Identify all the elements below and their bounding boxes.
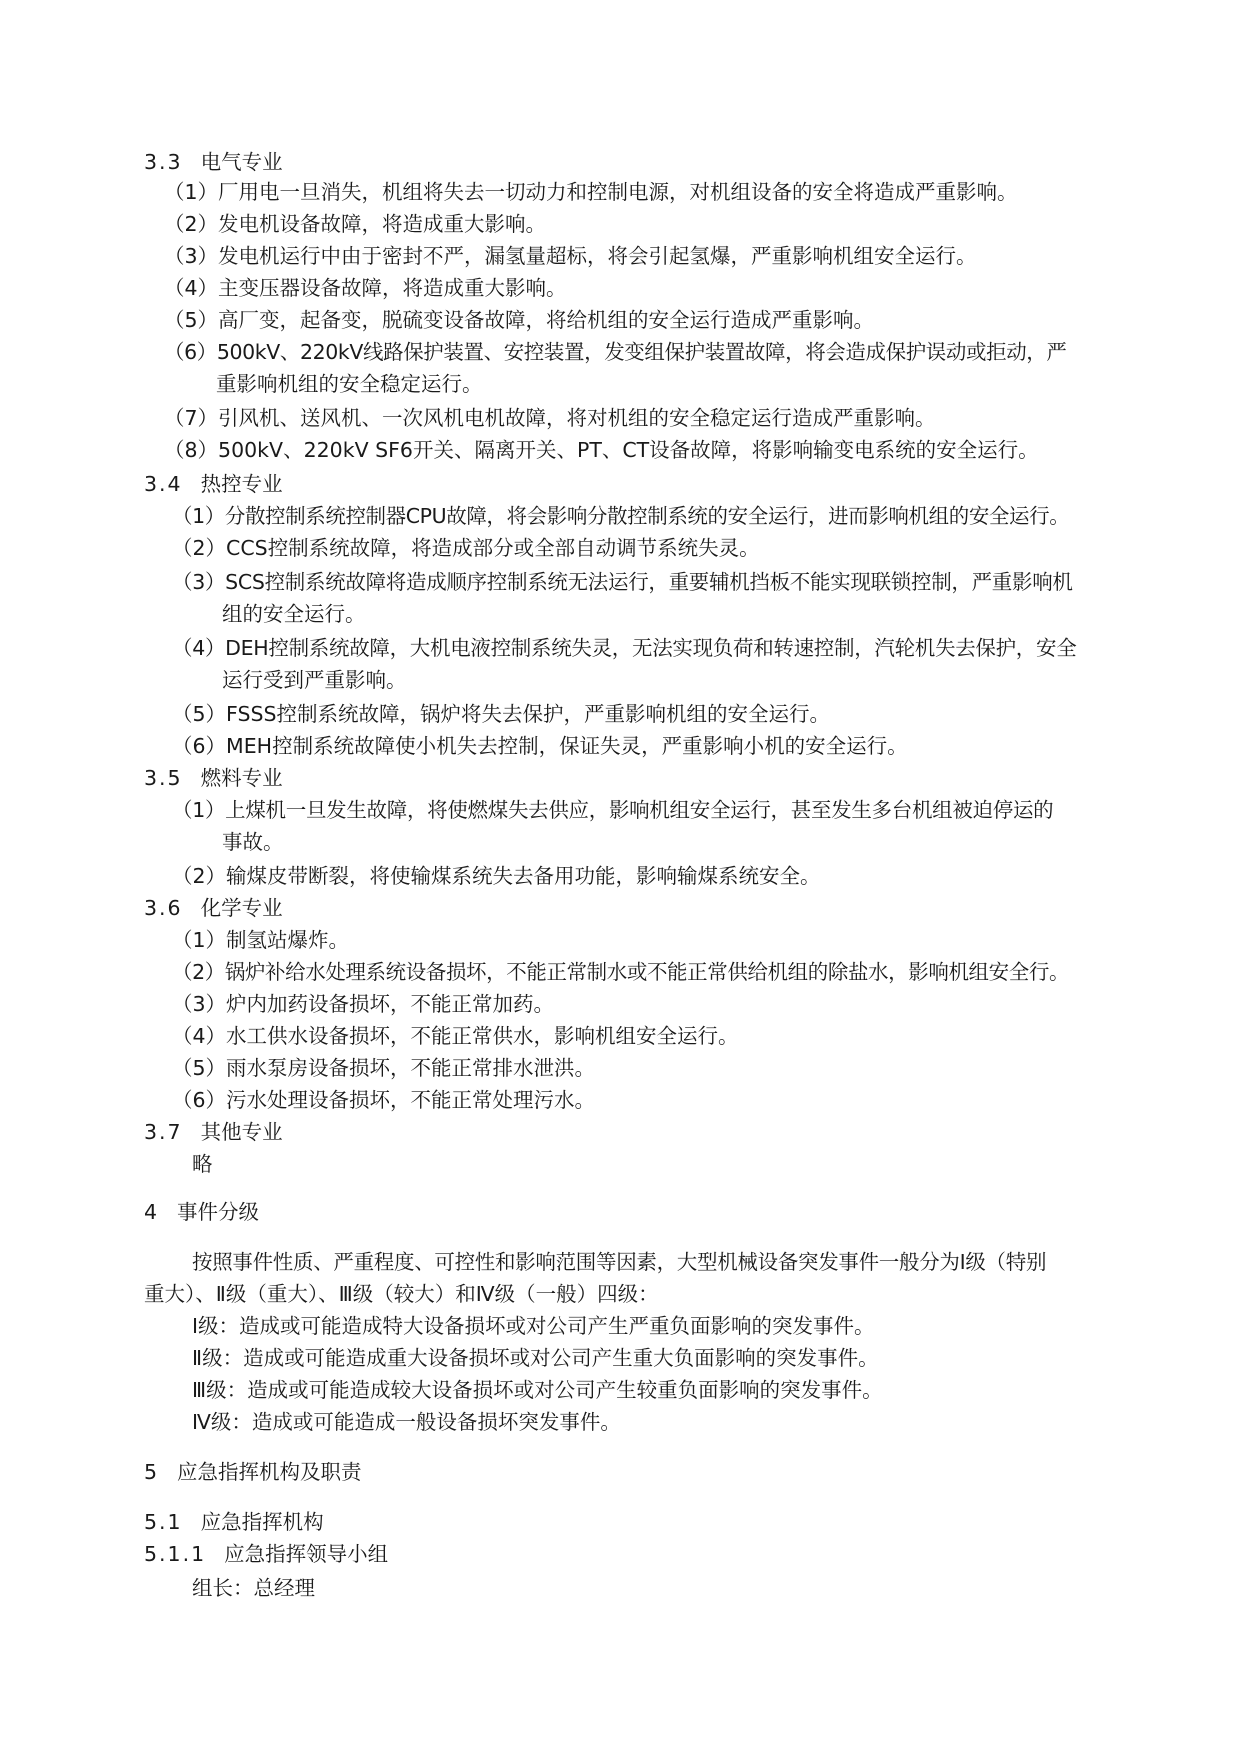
item-text: 输煤皮带断裂，将使输煤系统失去备用功能，影响输煤系统安全。	[226, 864, 821, 888]
section-body: 组长：总经理	[192, 1576, 315, 1600]
section-body: 略	[192, 1152, 213, 1176]
list-item	[172, 1024, 739, 1048]
item-text: 500kV、220kV线路保护装置、安控装置，发变组保护装置故障，将会造成保护误动或拒动，严	[216, 340, 1067, 364]
item-label: （4）	[172, 1024, 227, 1048]
item-label: （6）	[172, 1088, 227, 1112]
list-item	[164, 438, 1039, 462]
item-text: DEH控制系统故障，大机电液控制系统失灵，无法实现负荷和转速控制，汽轮机失去保护，安全	[225, 636, 1077, 660]
item-text: 雨水泵房设备损坏，不能正常排水泄洪。	[226, 1056, 596, 1080]
list-item-continuation: 重影响机组的安全稳定运行。	[216, 372, 483, 396]
item-text: 高厂变，起备变，脱硫变设备故障，将给机组的安全运行造成严重影响。	[218, 308, 875, 332]
item-label: （3）	[164, 244, 219, 268]
item-text: 500kV、220kV SF6开关、隔离开关、PT、CT设备故障，将影响输变电系统的安全运行。	[218, 438, 1039, 462]
item-text: 发电机运行中由于密封不严，漏氢量超标，将会引起氢爆，严重影响机组安全运行。	[218, 244, 977, 268]
section-title: 化学专业	[200, 896, 283, 920]
level-item: Ⅲ级：造成或可能造成较大设备损坏或对公司产生较重负面影响的突发事件。	[192, 1378, 883, 1402]
list-item	[172, 734, 908, 758]
item-label: （1）	[172, 504, 225, 528]
list-item	[172, 570, 1073, 594]
list-item	[172, 798, 1053, 822]
item-text: 水工供水设备损坏，不能正常供水，影响机组安全运行。	[226, 1024, 739, 1048]
item-text: 主变压器设备故障，将造成重大影响。	[218, 276, 567, 300]
section-number: 5	[144, 1460, 160, 1484]
section-heading-3-7	[144, 1120, 283, 1144]
list-item	[164, 340, 1067, 364]
section-number: 3.6	[144, 896, 183, 920]
section-heading-3-6	[144, 896, 283, 920]
list-item	[164, 180, 1018, 204]
list-item	[164, 244, 977, 268]
section-number: 3.7	[144, 1120, 183, 1144]
item-label: （1）	[172, 928, 227, 952]
item-text: 分散控制系统控制器CPU故障，将会影响分散控制系统的安全运行，进而影响机组的安全运行。	[224, 504, 1070, 528]
item-label: （3）	[172, 992, 227, 1016]
level-item: Ⅰ级：造成或可能造成特大设备损坏或对公司产生严重负面影响的突发事件。	[192, 1314, 875, 1338]
section-number: 3.5	[144, 766, 183, 790]
section-title: 事件分级	[177, 1200, 260, 1224]
level-item: Ⅱ级：造成或可能造成重大设备损坏或对公司产生重大负面影响的突发事件。	[192, 1346, 879, 1370]
item-label: （2）	[172, 536, 227, 560]
item-text: 引风机、送风机、一次风机电机故障，将对机组的安全稳定运行造成严重影响。	[218, 406, 936, 430]
section-number: 3.3	[144, 150, 183, 174]
item-label: （1）	[172, 798, 226, 822]
list-item	[164, 308, 874, 332]
list-item-continuation: 事故。	[222, 830, 284, 854]
section-title: 燃料专业	[200, 766, 283, 790]
item-text: FSSS控制系统故障，锅炉将失去保护，严重影响机组的安全运行。	[226, 702, 831, 726]
section-number: 5.1.1	[144, 1542, 207, 1566]
section-title: 其他专业	[200, 1120, 283, 1144]
section-heading-3-4	[144, 472, 283, 496]
item-label: （8）	[164, 438, 219, 462]
section-heading-3-5	[144, 766, 283, 790]
section-title: 应急指挥机构	[200, 1510, 324, 1534]
item-text: 炉内加药设备损坏，不能正常加药。	[226, 992, 555, 1016]
item-text: SCS控制系统故障将造成顺序控制系统无法运行，重要辅机挡板不能实现联锁控制，严重影响机	[225, 570, 1073, 594]
list-item-continuation: 运行受到严重影响。	[222, 668, 407, 692]
item-label: （2）	[172, 960, 225, 984]
list-item	[172, 928, 349, 952]
item-label: （2）	[164, 212, 219, 236]
item-label: （4）	[164, 276, 219, 300]
section-heading-4	[144, 1200, 259, 1224]
list-item	[172, 992, 554, 1016]
item-text: 发电机设备故障，将造成重大影响。	[218, 212, 547, 236]
section-heading-5-1	[144, 1510, 324, 1534]
item-text: 制氢站爆炸。	[226, 928, 350, 952]
item-text: 上煤机一旦发生故障，将使燃煤失去供应，影响机组安全运行，甚至发生多台机组被迫停运的	[225, 798, 1054, 822]
section-title: 电气专业	[200, 150, 283, 174]
list-item-continuation: 组的安全运行。	[222, 602, 366, 626]
item-label: （2）	[172, 864, 227, 888]
list-item	[172, 536, 760, 560]
list-item	[172, 1056, 595, 1080]
item-label: （6）	[164, 340, 217, 364]
section-heading-5-1-1	[144, 1542, 388, 1566]
item-text: 污水处理设备损坏，不能正常处理污水。	[226, 1088, 596, 1112]
item-label: （3）	[172, 570, 226, 594]
list-item	[164, 212, 546, 236]
level-item: Ⅳ级：造成或可能造成一般设备损坏突发事件。	[192, 1410, 621, 1434]
item-label: （5）	[172, 702, 227, 726]
paragraph-line: 重大）、Ⅱ级（重大）、Ⅲ级（较大）和Ⅳ级（一般）四级：	[144, 1282, 659, 1306]
item-text: 锅炉补给水处理系统设备损坏，不能正常制水或不能正常供给机组的除盐水，影响机组安全行。	[224, 960, 1070, 984]
item-label: （6）	[172, 734, 227, 758]
section-title: 热控专业	[200, 472, 283, 496]
list-item	[172, 864, 821, 888]
list-item	[172, 1088, 595, 1112]
item-text: 厂用电一旦消失，机组将失去一切动力和控制电源，对机组设备的安全将造成严重影响。	[218, 180, 1018, 204]
section-title: 应急指挥领导小组	[224, 1542, 389, 1566]
item-label: （5）	[172, 1056, 227, 1080]
section-title: 应急指挥机构及职责	[177, 1460, 362, 1484]
paragraph-line: 按照事件性质、严重程度、可控性和影响范围等因素，大型机械设备突发事件一般分为Ⅰ级（特别	[192, 1250, 1047, 1274]
item-label: （4）	[172, 636, 226, 660]
item-label: （7）	[164, 406, 219, 430]
section-heading-5	[144, 1460, 362, 1484]
section-number: 3.4	[144, 472, 183, 496]
section-number: 4	[144, 1200, 160, 1224]
list-item	[172, 636, 1076, 660]
item-label: （1）	[164, 180, 219, 204]
section-number: 5.1	[144, 1510, 183, 1534]
item-label: （5）	[164, 308, 219, 332]
list-item	[164, 276, 567, 300]
item-text: MEH控制系统故障使小机失去控制，保证失灵，严重影响小机的安全运行。	[226, 734, 908, 758]
list-item	[172, 960, 1069, 984]
list-item	[172, 504, 1069, 528]
list-item	[164, 406, 936, 430]
item-text: CCS控制系统故障，将造成部分或全部自动调节系统失灵。	[226, 536, 760, 560]
list-item	[172, 702, 830, 726]
section-heading-3-3	[144, 150, 283, 174]
